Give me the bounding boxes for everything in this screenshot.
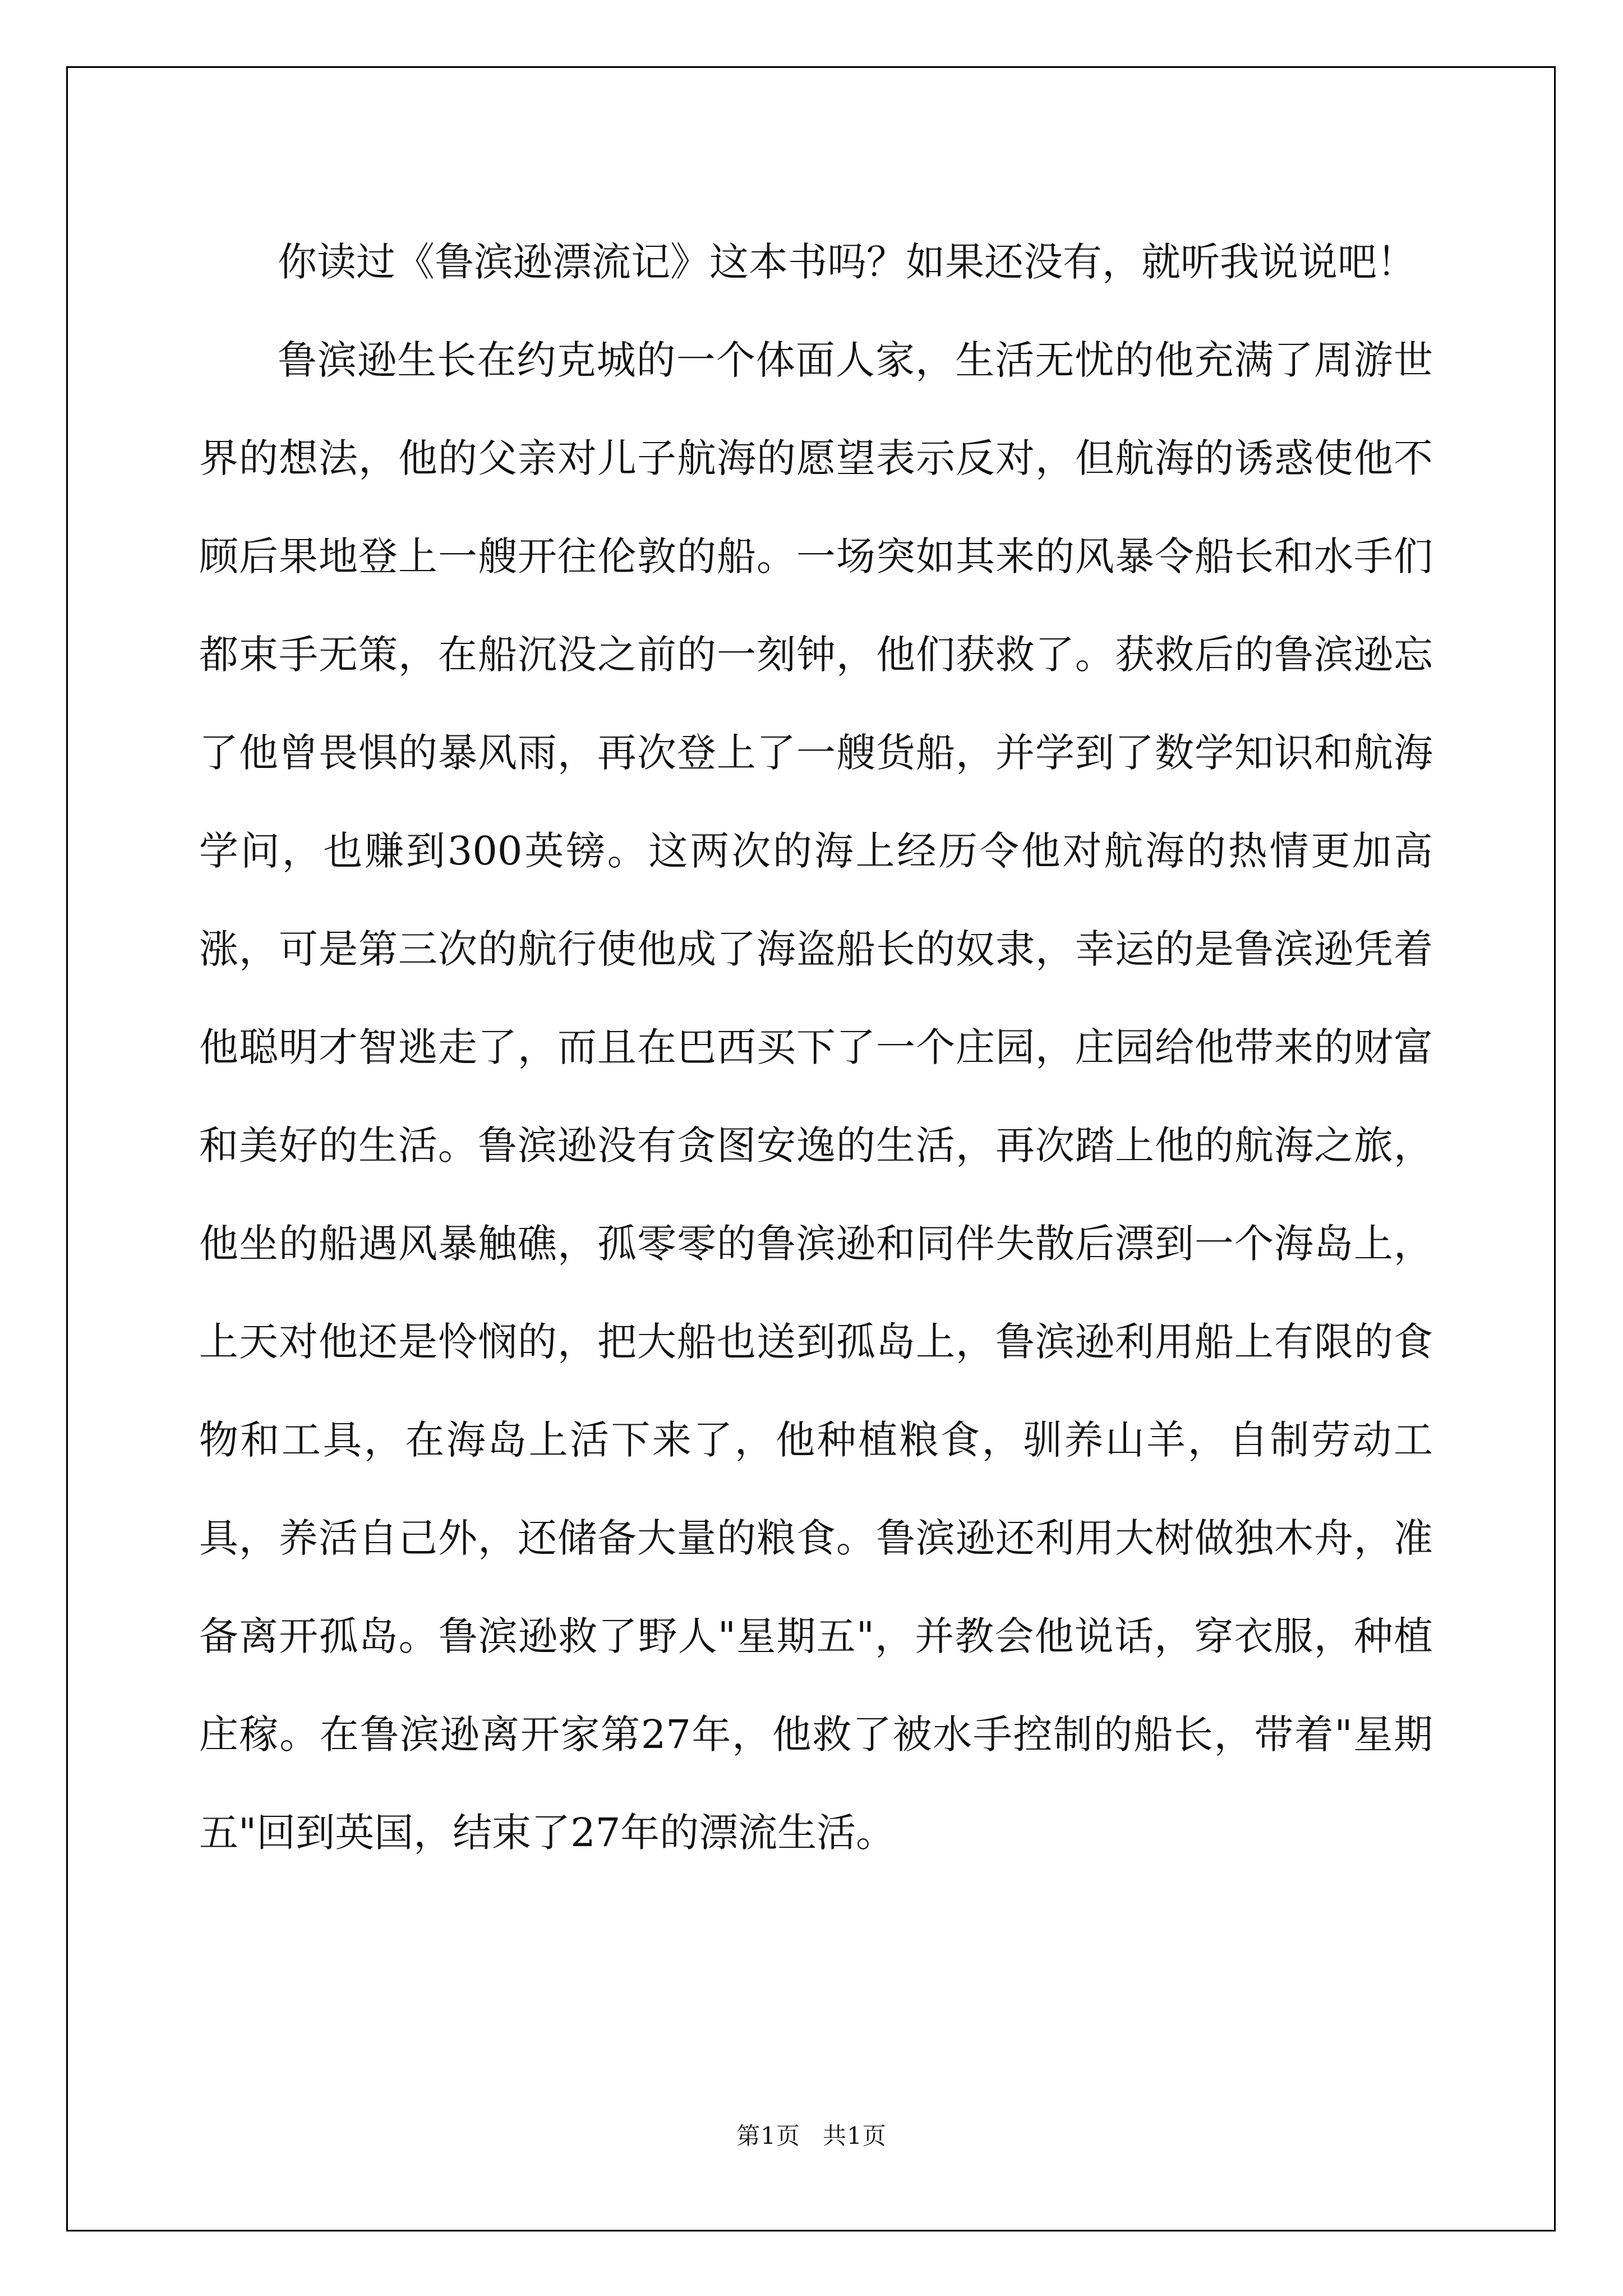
document-body [199, 213, 1433, 1882]
paragraph-summary: 鲁滨逊生长在约克城的一个体面人家，生活无忧的他充满了周游世界的想法，他的父亲对儿子航海的愿望表示反对，但航海的诱惑使他不顾后果地登上一艘开往伦敦的船。一场突如其来的风暴令船长和水手们都束手无策，在船沉没之前的一刻钟，他们获救了。获救后的鲁滨逊忘了他曾畏惧的暴风雨，再次登上了一艘货船，并学到了数学知识和航海学问，也赚到300英镑。这两次的海上经历令他对航海的热情更加高涨，可是第三次的航行使他成了海盗船长的奴隶，幸运的是鲁滨逊凭着他聪明才智逃走了，而且在巴西买下了一个庄园，庄园给他带来的财富和美好的生活。鲁滨逊没有贪图安逸的生活，再次踏上他的航海之旅，他坐的船遇风暴触礁，孤零零的鲁滨逊和同伴失散后漂到一个海岛上，上天对他还是怜悯的，把大船也送到孤岛上，鲁滨逊利用船上有限的食物和工具，在海岛上活下来了，他种植粮食，驯养山羊，自制劳动工具，养活自己外，还储备大量的粮食。鲁滨逊还利用大树做独木舟，准备离开孤岛。鲁滨逊救了野人"星期五"，并教会他说话，穿衣服，种植庄稼。在鲁滨逊离开家第27年，他救了被水手控制的船长，带着"星期五"回到英国，结束了27年的漂流生活。 [199, 337, 1433, 1856]
paragraph-intro: 你读过《鲁滨逊漂流记》这本书吗？如果还没有，就听我说说吧！ [278, 239, 1416, 285]
page-number: 第1页 [736, 2122, 800, 2150]
page-total: 共1页 [823, 2122, 887, 2150]
page-footer [0, 2118, 1623, 2151]
